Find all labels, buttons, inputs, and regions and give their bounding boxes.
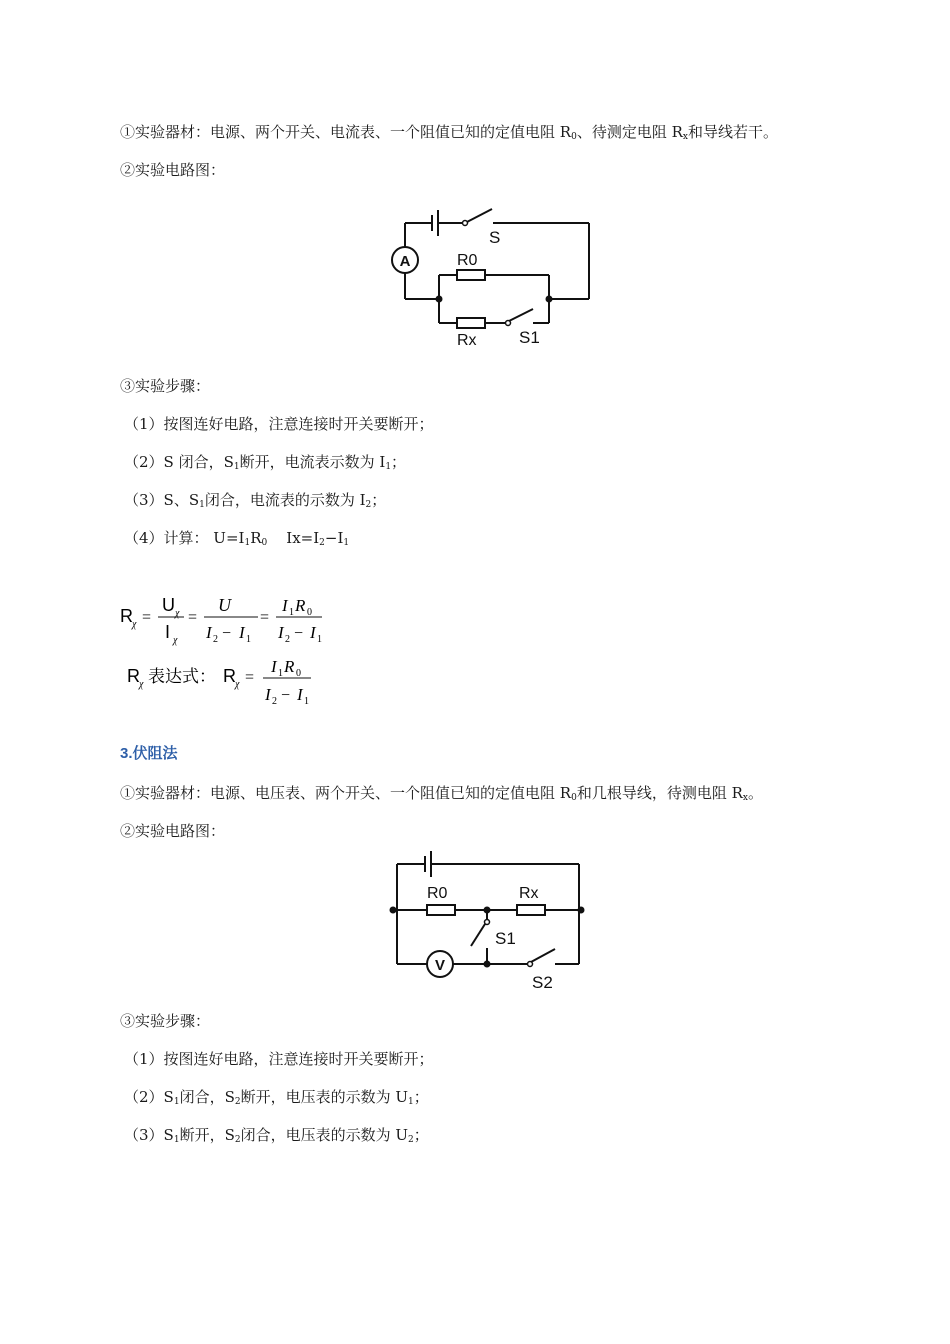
step-2: （2）S 闭合，$S_1$断开，电流表示数为 $I_1$； xyxy=(124,453,407,472)
step-3-2: $(2)S_1$闭合，$S_2$断开，电压表的示数为 $U_1$； xyxy=(124,1088,429,1107)
voltmeter-label: V xyxy=(434,957,446,974)
circuit-title-1: ②实验电路图： xyxy=(120,161,226,179)
rx-label-3: Rx xyxy=(519,885,539,902)
svg-text:0: 0 xyxy=(296,668,301,679)
r0-label: R0 xyxy=(457,252,478,269)
svg-text:R: R xyxy=(127,666,140,686)
switch-s2-label-3: S2 xyxy=(532,973,553,992)
svg-text:−: − xyxy=(294,625,304,642)
svg-text:−: − xyxy=(222,625,232,642)
circuit-diagram-ammeter xyxy=(385,205,605,360)
switch-s1-label-3: S1 xyxy=(495,929,516,948)
svg-text:0: 0 xyxy=(307,607,312,618)
svg-text:I: I xyxy=(282,596,288,615)
svg-text:1: 1 xyxy=(304,696,309,707)
svg-text:=: = xyxy=(142,609,152,626)
equipment-line-ammeter-method: ①实验器材：电源、两个开关、电流表、一个阻值已知的定值电阻 $R_0$、待测定电阻 $R_x$和导线若干。 xyxy=(120,123,778,142)
switch-s1-label: S1 xyxy=(519,328,540,347)
svg-text:χ: χ xyxy=(139,679,144,690)
svg-text:1: 1 xyxy=(289,607,294,618)
svg-text:χ: χ xyxy=(235,679,240,690)
svg-text:2: 2 xyxy=(285,634,290,645)
svg-text:I: I xyxy=(310,623,316,642)
svg-text:χ: χ xyxy=(175,608,180,619)
svg-text:=: = xyxy=(260,609,270,626)
svg-text:=: = xyxy=(188,609,198,626)
svg-text:I: I xyxy=(271,657,277,676)
circuit-title-3: ②实验电路图： xyxy=(120,822,226,840)
svg-text:I: I xyxy=(206,623,212,642)
svg-text:I: I xyxy=(297,685,303,704)
svg-text:=: = xyxy=(245,669,255,686)
step-3-1: （1）按图连好电路，注意连接时开关要断开； xyxy=(124,1050,434,1068)
svg-text:表达式：: 表达式： xyxy=(148,667,216,686)
formula-rx-derivation xyxy=(118,590,358,646)
step-3: （3）S、$S_1$闭合，电流表的示数为 $I_2$； xyxy=(124,491,387,510)
r0-label-3: R0 xyxy=(427,885,448,902)
svg-text:χ: χ xyxy=(132,619,137,630)
switch-s-label: S xyxy=(489,228,501,247)
svg-text:1: 1 xyxy=(278,668,283,679)
steps-title-1: ③实验步骤： xyxy=(120,377,211,395)
svg-text:I: I xyxy=(239,623,245,642)
svg-text:R: R xyxy=(295,596,306,615)
svg-text:U: U xyxy=(218,595,231,615)
rx-label: Rx xyxy=(457,332,477,349)
formula-rx-expression xyxy=(125,650,365,710)
svg-text:I: I xyxy=(165,622,171,642)
step-3-3: $(3)S_1$断开，$S_2$闭合，电压表的示数为 $U_2$； xyxy=(124,1126,429,1145)
svg-text:R: R xyxy=(223,666,236,686)
svg-text:U: U xyxy=(162,595,175,615)
svg-text:2: 2 xyxy=(213,634,218,645)
svg-text:R: R xyxy=(284,657,295,676)
equipment-line-voltmeter-method: ①实验器材：电源、电压表、两个开关、一个阻值已知的定值电阻 $R_0$和几根导线，待测电阻 $R_x$。 xyxy=(120,784,763,803)
step-4: （4）计算： $U=I_1R_0$ $Ix=I_2-I_1$ xyxy=(124,529,350,548)
section-heading-voltmeter-method: 3.伏阻法 xyxy=(120,745,178,762)
step-1: （1）按图连好电路，注意连接时开关要断开； xyxy=(124,415,434,433)
svg-text:I: I xyxy=(265,685,271,704)
ammeter-label: A xyxy=(399,253,411,270)
circuit-diagram-voltmeter xyxy=(385,848,600,998)
svg-text:χ: χ xyxy=(173,635,178,646)
svg-text:2: 2 xyxy=(272,696,277,707)
svg-text:R: R xyxy=(120,606,133,626)
svg-text:1: 1 xyxy=(317,634,322,645)
svg-text:I: I xyxy=(278,623,284,642)
steps-title-3: ③实验步骤： xyxy=(120,1012,211,1030)
svg-text:−: − xyxy=(281,687,291,704)
svg-text:1: 1 xyxy=(246,634,251,645)
